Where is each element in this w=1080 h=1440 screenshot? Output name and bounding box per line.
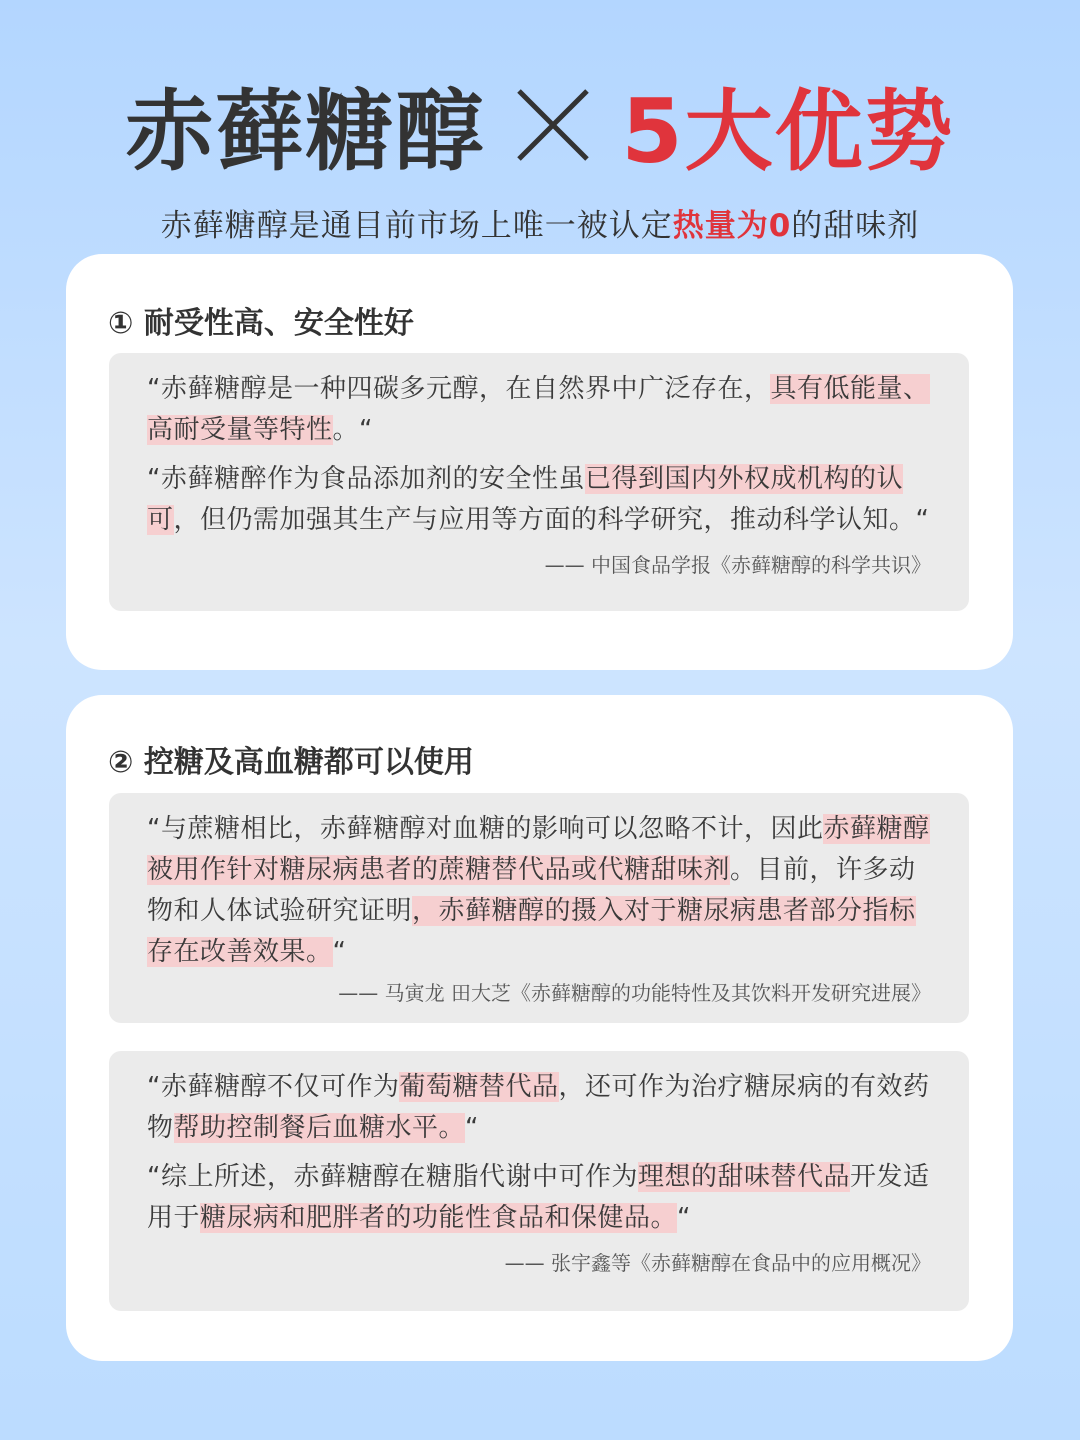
quote-text: 开发适用于 [147,1162,930,1233]
card-section-1 [66,254,1013,670]
quote-text: “ [465,1113,480,1143]
title-row [0,60,1080,190]
title-product: 赤藓糖醇 [125,80,486,183]
quote-text: “赤藓糖醇不仅可作为 [147,1072,400,1102]
card-section-2 [66,695,1013,1361]
quote-2 [147,459,931,541]
subtitle [0,200,1080,245]
quote-highlight: 糖尿病和肥胖者的功能性食品和保健品。 [200,1203,678,1233]
quote-text: “ [332,937,347,967]
citation-1: —— 中国食品学报《赤藓糖醇的科学共识》 [544,553,931,577]
section-1-heading: ① 耐受性高、安全性好 [108,306,414,341]
quote-text: ，还可作为治疗糖尿病的有效药物 [147,1072,930,1143]
quote-highlight: 帮助控制餐后血糖水平。 [173,1113,466,1143]
quote-highlight: 葡萄糖替代品 [399,1072,559,1102]
quote-highlight: ，赤藓糖醇的摄入对于糖尿病患者部分指标存在改善效果。 [147,896,916,967]
subtitle-text: 赤藓糖醇是通目前市场上唯一被认定 [160,208,673,244]
quote-box-2 [109,793,969,1023]
quote-4 [147,1067,931,1149]
subtitle-highlight: 热量为0 [672,208,792,244]
times-icon [513,85,593,165]
quote-5 [147,1157,931,1239]
title-advantages: 5大优势 [621,80,955,183]
quote-3 [147,809,931,973]
quote-text: “与蔗糖相比，赤藓糖醇对血糖的影响可以忽略不计，因此 [147,814,824,844]
quote-1 [147,369,931,451]
quote-text: 。“ [332,415,373,445]
quote-text: “赤藓糖醉作为食品添加剂的安全性虽 [147,464,585,494]
quote-box-1 [109,353,969,611]
quote-highlight: 赤藓糖醇被用作针对糖尿病患者的蔗糖替代品或代糖甜味剂 [147,814,930,885]
quote-text: “ [677,1203,692,1233]
quote-text: ，但仍需加强其生产与应用等方面的科学研究，推动科学认知。“ [173,505,930,535]
citation-2: —— 马寅龙 田大芝《赤藓糖醇的功能特性及其饮料开发研究进展》 [338,981,931,1005]
section-2-heading: ② 控糖及高血糖都可以使用 [108,745,474,780]
quote-text: 。目前，许多动物和人体试验研究证明 [147,855,916,926]
quote-text: “综上所述，赤藓糖醇在糖脂代谢中可作为 [147,1162,638,1192]
subtitle-text-end: 的甜味剂 [791,208,920,244]
quote-text: “赤藓糖醇是一种四碳多元醇，在自然界中广泛存在， [147,374,771,404]
quote-highlight: 已得到国内外权成机构的认可 [147,464,903,535]
quote-highlight: 具有低能量、高耐受量等特性 [147,374,930,445]
citation-3: —— 张宇鑫等《赤藓糖醇在食品中的应用概况》 [504,1251,931,1275]
quote-highlight: 理想的甜味替代品 [637,1162,850,1192]
header [0,60,1080,245]
quote-box-3 [109,1051,969,1311]
